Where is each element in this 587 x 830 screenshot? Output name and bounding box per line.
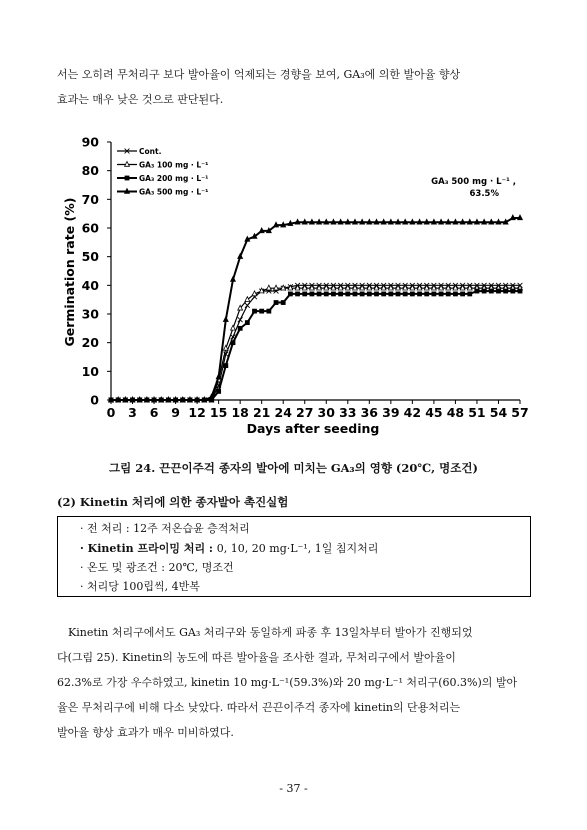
page-number: - 37 - <box>279 782 308 795</box>
x-tick-label: 9 <box>171 405 180 420</box>
data-point <box>403 292 408 297</box>
data-point <box>231 325 236 330</box>
data-point <box>223 345 228 350</box>
experiment-conditions-box <box>57 516 531 597</box>
chart-series <box>109 215 523 402</box>
data-point <box>424 292 429 297</box>
data-point <box>345 292 350 297</box>
data-point <box>510 289 515 294</box>
series-2 <box>109 289 523 403</box>
body-line: 율은 무처리구에 비해 다소 낮았다. 따라서 끈끈이주걱 종자에 kinetin의 단용처리는 <box>57 701 461 714</box>
legend-label: GA₃ 100 mg · L⁻¹ <box>139 160 209 170</box>
condition-item-bold: · Kinetin 프라이밍 처리 : <box>80 542 217 555</box>
data-point <box>489 289 494 294</box>
x-tick-label: 18 <box>231 405 249 420</box>
legend-item <box>117 147 162 156</box>
data-point <box>381 292 386 297</box>
data-point <box>460 292 465 297</box>
condition-item <box>80 540 378 556</box>
data-point <box>238 326 243 331</box>
series-line <box>111 285 520 400</box>
x-tick-label: 57 <box>511 405 529 420</box>
data-point <box>503 289 508 294</box>
x-tick-label: 27 <box>296 405 314 420</box>
data-point <box>410 292 415 297</box>
data-point <box>310 292 315 297</box>
legend-label: GA₃ 500 mg · L⁻¹ <box>139 187 209 197</box>
data-point <box>496 289 501 294</box>
x-tick-label: 12 <box>188 405 206 420</box>
series-3 <box>109 215 523 402</box>
x-tick-label: 33 <box>339 405 357 420</box>
data-point <box>338 292 343 297</box>
legend-item <box>117 188 208 197</box>
intro-line: 효과는 매우 낮은 것으로 판단된다. <box>57 93 224 106</box>
x-tick-label: 48 <box>446 405 465 420</box>
data-point <box>324 292 329 297</box>
x-tick-label: 45 <box>425 405 443 420</box>
y-tick-label: 60 <box>81 220 99 236</box>
figure-caption: 그림 24. 끈끈이주걱 종자의 발아에 미치는 GA₃의 영향 (20℃, 명조건) <box>109 461 478 475</box>
x-tick-label: 30 <box>317 405 335 420</box>
data-point <box>266 309 271 314</box>
x-tick-label: 51 <box>468 405 486 420</box>
y-tick-label: 30 <box>81 306 99 322</box>
legend-label: GA₃ 200 mg · L⁻¹ <box>139 174 209 183</box>
data-point <box>453 292 458 297</box>
intro-line: 서는 오히려 무처리구 보다 발아율이 억제되는 경향을 보여, GA₃에 의한 발아율 향상 <box>57 68 461 81</box>
data-point <box>295 292 300 297</box>
series-1 <box>109 285 523 402</box>
data-point <box>274 300 279 305</box>
y-tick-label: 0 <box>90 392 99 408</box>
data-point <box>281 300 286 305</box>
data-point <box>231 340 236 345</box>
legend-marker <box>125 176 130 181</box>
data-point <box>518 289 523 294</box>
x-tick-label: 54 <box>489 405 508 420</box>
body-line: 발아율 향상 효과가 매우 미비하였다. <box>57 726 234 739</box>
body-line: 다(그림 25). Kinetin의 농도에 따른 발아율을 조사한 결과, 무처리구에서 발아율이 <box>57 651 456 664</box>
series-line <box>111 288 520 400</box>
data-point <box>216 389 221 394</box>
x-tick-label: 39 <box>382 405 400 420</box>
y-tick-label: 50 <box>81 249 99 265</box>
data-point <box>317 292 322 297</box>
y-tick-label: 90 <box>81 134 99 150</box>
x-tick-label: 6 <box>149 405 159 420</box>
data-point <box>360 292 365 297</box>
y-tick-label: 70 <box>81 191 99 207</box>
x-tick-label: 15 <box>209 405 228 420</box>
data-point <box>467 292 472 297</box>
x-tick-label: 42 <box>403 405 422 420</box>
data-point <box>238 317 243 322</box>
body-line: 62.3%로 가장 우수하였고, kinetin 10 mg·L⁻¹(59.3%)와 20 mg·L⁻¹ 처리구(60.3%)의 발아 <box>57 676 518 689</box>
data-point <box>223 363 228 368</box>
data-point <box>439 292 444 297</box>
data-point <box>374 292 379 297</box>
data-point <box>288 292 293 297</box>
data-point <box>367 292 372 297</box>
data-point <box>417 292 422 297</box>
section-heading: (2) Kinetin 처리에 의한 종자발아 촉진실험 <box>57 495 289 509</box>
y-tick-label: 80 <box>81 163 99 179</box>
legend-label: Cont. <box>139 147 162 156</box>
series-0 <box>109 283 523 402</box>
data-point <box>431 292 436 297</box>
legend-item <box>117 161 208 170</box>
data-point <box>245 320 250 325</box>
y-tick-label: 20 <box>81 335 99 351</box>
data-point <box>446 292 451 297</box>
x-tick-label: 3 <box>128 405 137 420</box>
x-tick-label: 36 <box>360 405 379 420</box>
data-point <box>223 317 228 322</box>
data-point <box>331 292 336 297</box>
condition-item: · 처리당 100립씩, 4반복 <box>80 580 200 593</box>
data-point <box>252 309 257 314</box>
body-line: Kinetin 처리구에서도 GA₃ 처리구와 동일하게 파종 후 13일차부터 발아가 진행되었 <box>68 626 473 639</box>
data-point <box>475 289 480 294</box>
annotation-line2: 63.5% <box>469 189 499 199</box>
data-point <box>482 289 487 294</box>
y-axis-label: Germination rate (%) <box>62 197 77 347</box>
condition-item: · 전 처리 : 12주 저온습윤 층적처리 <box>80 522 250 535</box>
x-tick-label: 0 <box>106 405 116 420</box>
annotation-line1: GA₃ 500 mg · L⁻¹ , <box>431 177 516 187</box>
body-paragraph <box>57 620 531 745</box>
y-tick-label: 40 <box>81 277 99 293</box>
data-point <box>388 292 393 297</box>
data-point <box>259 309 264 314</box>
series-line <box>111 218 520 400</box>
x-tick-label: 21 <box>252 405 271 420</box>
legend-item <box>117 174 208 183</box>
y-tick-label: 10 <box>81 363 99 379</box>
series-line <box>111 291 520 400</box>
chart-legend <box>117 147 208 197</box>
data-point <box>245 303 250 308</box>
x-tick-label: 24 <box>274 405 292 420</box>
condition-item: · 온도 및 광조건 : 20℃, 명조건 <box>80 561 234 574</box>
condition-item-rest: 0, 10, 20 mg·L⁻¹, 1일 침지처리 <box>216 542 379 555</box>
data-point <box>302 292 307 297</box>
data-point <box>353 292 358 297</box>
data-point <box>396 292 401 297</box>
x-axis-label: Days after seeding <box>246 421 380 436</box>
